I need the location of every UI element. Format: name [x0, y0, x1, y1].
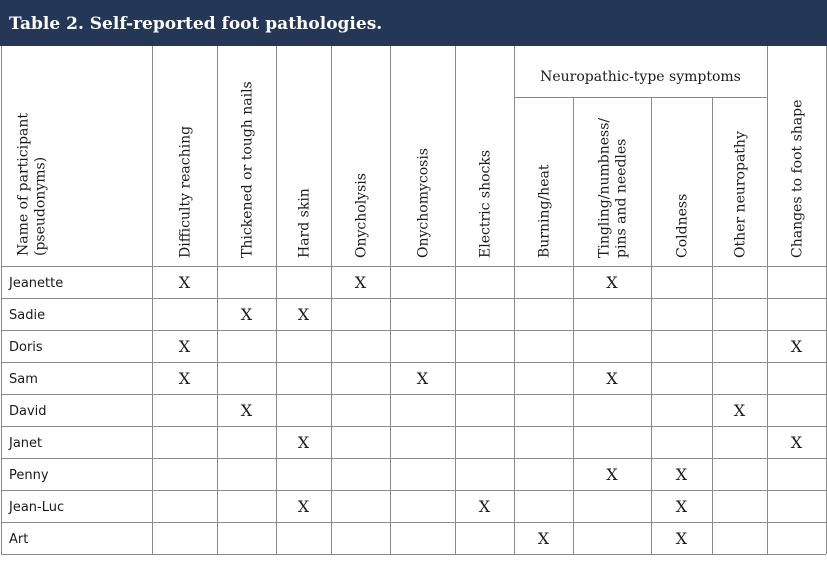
- pathology-mark: X: [240, 305, 253, 324]
- pathology-mark: X: [790, 433, 803, 452]
- participant-name: Janet: [9, 436, 43, 451]
- pathology-mark: X: [297, 305, 310, 324]
- table-row: [9, 529, 688, 548]
- table-title: Table 2. Self-reported foot pathologies.: [0, 0, 827, 46]
- pathology-mark: X: [297, 497, 310, 516]
- participant-name: David: [9, 404, 47, 419]
- pathology-mark: X: [297, 433, 310, 452]
- column-header: Tingling/numbness/: [596, 117, 613, 258]
- column-header: Electric shocks: [477, 149, 494, 258]
- column-header: Thickened or tough nails: [239, 81, 256, 258]
- pathology-mark: X: [240, 401, 253, 420]
- table-row: [9, 305, 310, 324]
- column-header: Burning/heat: [536, 164, 553, 258]
- table-row: [9, 369, 618, 388]
- table-row: [8, 497, 688, 516]
- pathology-mark: X: [606, 465, 618, 484]
- column-header: Name of participant: [15, 112, 32, 256]
- column-header: Hard skin: [296, 188, 313, 258]
- pathology-mark: X: [606, 369, 618, 388]
- pathology-mark: X: [178, 369, 191, 388]
- participant-name: Sadie: [9, 308, 46, 323]
- pathology-mark: X: [675, 465, 688, 484]
- participant-name: Sam: [9, 372, 38, 387]
- group-header: Neuropathic-type symptoms: [540, 69, 741, 85]
- table-row: [9, 465, 688, 484]
- participant-name: Art: [9, 532, 29, 547]
- pathology-mark: X: [178, 337, 191, 356]
- column-header: Coldness: [674, 193, 691, 258]
- column-header: Changes to foot shape: [789, 99, 806, 258]
- pathology-mark: X: [606, 273, 618, 292]
- pathology-mark: X: [478, 497, 491, 516]
- column-header: Onychomycosis: [415, 148, 432, 258]
- column-header: Other neuropathy: [732, 131, 749, 258]
- participant-name: Doris: [9, 340, 43, 355]
- participant-name: Jeanette: [9, 276, 64, 291]
- pathology-mark: X: [675, 497, 688, 516]
- table-row: [8, 273, 618, 292]
- table-row: [9, 337, 803, 356]
- pathology-mark: X: [675, 529, 688, 548]
- table-grid: [1, 46, 827, 555]
- table-row: [9, 401, 746, 420]
- pathology-mark: X: [178, 273, 191, 292]
- table-row: [8, 433, 803, 452]
- column-header: Onycholysis: [353, 173, 370, 258]
- participant-name: Penny: [9, 468, 49, 483]
- column-header: (pseudonyms): [32, 156, 49, 256]
- pathology-mark: X: [790, 337, 803, 356]
- column-header: Difficulty reaching: [177, 125, 194, 258]
- pathology-mark: X: [354, 273, 367, 292]
- participant-name: Jean-Luc: [9, 500, 65, 515]
- pathology-mark: X: [733, 401, 746, 420]
- pathology-mark: X: [537, 529, 550, 548]
- column-header: pins and needles: [613, 138, 630, 258]
- pathology-mark: X: [416, 369, 429, 388]
